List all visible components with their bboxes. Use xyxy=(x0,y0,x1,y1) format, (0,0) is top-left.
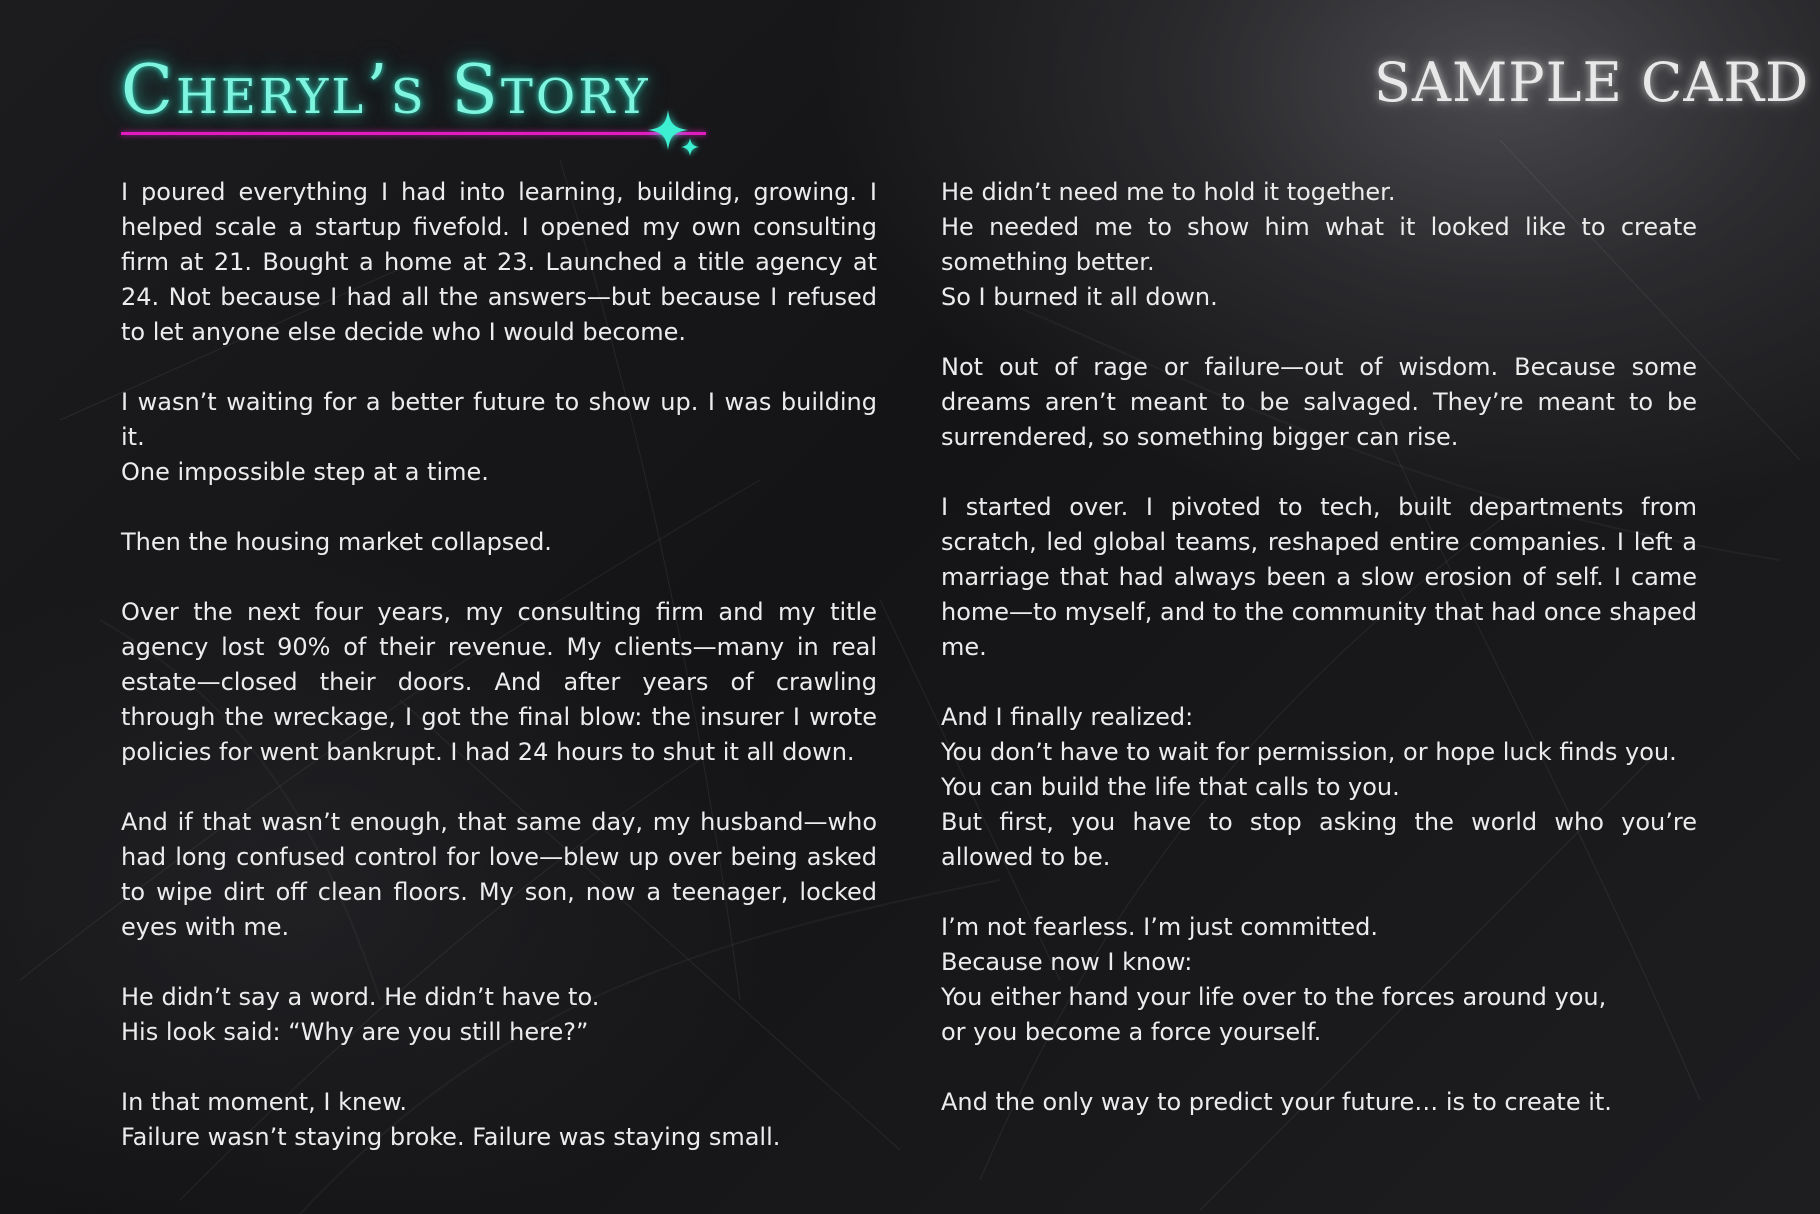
story-paragraph xyxy=(941,175,1697,315)
sample-card-label: SAMPLE CARD xyxy=(1374,51,1810,114)
story-line: And the only way to predict your future… is to create it. xyxy=(941,1088,1612,1116)
story-paragraph xyxy=(121,595,877,770)
story-paragraph xyxy=(121,805,877,945)
story-paragraph xyxy=(121,980,877,1050)
story-paragraph xyxy=(941,910,1697,1050)
story-line: You don’t have to wait for permission, or hope luck finds you. xyxy=(941,738,1677,766)
story-paragraph xyxy=(121,385,877,490)
story-line: Because now I know: xyxy=(941,948,1193,976)
story-line: Over the next four years, my consulting firm and my title agency lost 90% of their revenue. My clients—many in real estate—closed their doors. And after years of crawling through the wreckage, I got the final blow: the insurer I wrote policies for went bankrupt. I had 24 hours to shut it all down. xyxy=(121,598,877,766)
story-line: But first, you have to stop asking the world who you’re allowed to be. xyxy=(941,808,1697,871)
story-line: I’m not fearless. I’m just committed. xyxy=(941,913,1379,941)
story-line: So I burned it all down. xyxy=(941,283,1218,311)
story-paragraph xyxy=(941,1085,1697,1120)
story-line: Failure wasn’t staying broke. Failure was staying small. xyxy=(121,1123,781,1151)
story-line: In that moment, I knew. xyxy=(121,1088,408,1116)
story-line: He didn’t need me to hold it together. xyxy=(941,178,1396,206)
story-line: One impossible step at a time. xyxy=(121,458,489,486)
title-underline xyxy=(121,132,706,135)
story-paragraph xyxy=(941,700,1697,875)
story-paragraph xyxy=(121,525,877,560)
story-line: Then the housing market collapsed. xyxy=(121,528,552,556)
story-line: You can build the life that calls to you. xyxy=(941,773,1400,801)
story-line: And I finally realized: xyxy=(941,703,1194,731)
story-line: You either hand your life over to the forces around you, xyxy=(941,983,1607,1011)
story-line: He needed me to show him what it looked like to create something better. xyxy=(941,213,1697,276)
sparkle-icon xyxy=(644,108,706,160)
story-paragraph xyxy=(121,175,877,350)
story-line: His look said: “Why are you still here?” xyxy=(121,1018,589,1046)
story-line: I wasn’t waiting for a better future to show up. I was building it. xyxy=(121,388,877,451)
story-paragraph xyxy=(121,1085,877,1155)
story-line: Not out of rage or failure—out of wisdom. Because some dreams aren’t meant to be salvaged. They’re meant to be surrendered, so something bigger can rise. xyxy=(941,353,1697,451)
story-line: I poured everything I had into learning, building, growing. I helped scale a startup fivefold. I opened my own consulting firm at 21. Bought a home at 23. Launched a title agency at 24. Not because I had all the answers—but because I refused to let anyone else decide who I would become. xyxy=(121,178,877,346)
story-line: I started over. I pivoted to tech, built departments from scratch, led global teams, reshaped entire companies. I left a marriage that had always been a slow erosion of self. I came home—to myself, and to the community that had once shaped me. xyxy=(941,493,1697,661)
story-left-column xyxy=(121,175,877,1190)
story-line: He didn’t say a word. He didn’t have to. xyxy=(121,983,600,1011)
story-line: And if that wasn’t enough, that same day, my husband—who had long confused control for love—blew up over being asked to wipe dirt off clean floors. My son, now a teenager, locked eyes with me. xyxy=(121,808,877,941)
story-line: or you become a force yourself. xyxy=(941,1018,1322,1046)
page-title: Cheryl’s Story xyxy=(121,51,651,130)
story-right-column xyxy=(941,175,1697,1155)
story-paragraph xyxy=(941,490,1697,665)
story-paragraph xyxy=(941,350,1697,455)
